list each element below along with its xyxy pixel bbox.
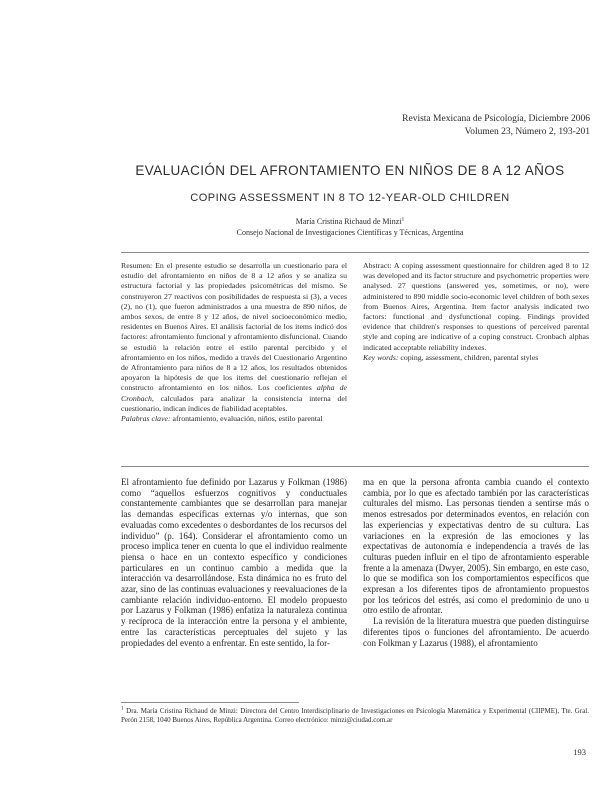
footnote-text: Dra. María Cristina Richaud de Minzi: Directora del Centro Interdisciplinario de Investigaciones en Psicología Matemática y Experimental (CIIPME), Tte. Gral. Perón 2158, 1040 Buenos Aires, República Argentina. Correo electrónico: minzi@ciudad.com.ar (121, 707, 589, 724)
body-left-paragraph: El afrontamiento fue definido por Lazarus y Folkman (1986) como “aquellos esfuerzos cognitivos y conductuales constantemente cambiantes que se desarrollan para manejar las demandas específicas externas y/o internas, que son evaluadas como excedentes o desbordantes de los recursos del individuo” (p. 164). Considerar el afrontamiento como un proceso implica tener en cuenta lo que el individuo realmente piensa o hace en un contexto específico y condiciones particulares en un continuo cambio a medida que la interacción va desarrollándose. Esta dinámica no es fruto del azar, sino de las continuas evaluaciones y reevaluaciones de la cambiante relación individuo-entorno. El modelo propuesto por Lazarus y Folkman (1986) enfatiza la naturaleza continua y recíproca de la interacción entre la persona y el ambiente, entre las características perceptuales del sujeto y las propiedades del evento a enfrentar. En este sentido, la for- (121, 477, 347, 648)
abstract-keywords: coping, assessment, children, parental styles (398, 352, 539, 362)
abstract-keywords-label: Key words: (363, 352, 399, 362)
journal-name-line: Revista Mexicana de Psicología, Diciembre 2006 (402, 114, 590, 124)
resumen-text (121, 261, 347, 414)
author-affiliation: Consejo Nacional de Investigaciones Científicas y Técnicas, Argentina (236, 228, 464, 237)
resumen-part2: , calculados para analizar la consistencia interna del cuestionario, indican índices de fiabilidad aceptables. (121, 393, 347, 413)
abstract-bottom-rule (121, 466, 589, 467)
resumen-part1: Resumen: En el presente estudio se desarrolla un cuestionario para el estudio del afrontamiento en niños de 8 a 12 años y se analiza su estructura factorial y las propiedades psicométricas del mismo. Se construyeron 27 reactivos con posibilidades de respuesta si (3), a veces (2), no (1), que fueron administrados a una muestra de 890 niños, de ambos sexos, de entre 8 y 12 años, de nivel socioeconómico medio, residentes en Buenos Aires. El análisis factorial de los items indicó dos factores: afrontamiento funcional y afrontamiento disfuncional. Cuando se estudió la relación entre el estilo parental percibido y el afrontamiento en los niños, medido a través del Cuestionario Argentino de Afrontamiento para niños de 8 a 12 años, los resultados obtenidos apoyaron la hipótesis de que los items del cuestionario reflejan el constructo afrontamiento en los niños. Los coeficientes (121, 261, 347, 393)
page-number: 193 (573, 747, 586, 757)
resumen-italic-phrase: alpha de Cronbach (121, 383, 347, 403)
abstract-keywords-line (363, 353, 589, 363)
abstract-top-rule (121, 252, 589, 253)
abstract-column (363, 261, 589, 424)
article-body (121, 477, 589, 648)
journal-header (402, 113, 590, 138)
author-footnote-marker: 1 (401, 216, 405, 223)
footnote-rule (121, 702, 299, 703)
resumen-keywords-label: Palabras clave: (121, 414, 171, 424)
body-left-column (121, 477, 347, 648)
abstract-section (121, 261, 589, 424)
resumen-column (121, 261, 347, 424)
author-line (110, 217, 590, 226)
body-right-column (363, 477, 589, 648)
article-title-english: COPING ASSESSMENT IN 8 TO 12-YEAR-OLD CHILDREN (190, 192, 510, 204)
footnote-marker: 1 (121, 705, 124, 712)
article-title-spanish: EVALUACIÓN DEL AFRONTAMIENTO EN NIÑOS DE 8 A 12 AÑOS (135, 163, 565, 178)
footnote (121, 707, 589, 725)
resumen-keywords-line (121, 414, 347, 424)
abstract-text: Abstract: A coping assessment questionnaire for children aged 8 to 12 was developed and its factor structure and psychometric properties were analysed. 27 questions (answered yes, sometimes, or no), were administered to 890 middle socio-economic level children of both sexes from Buenos Aires, Argentina. Item factor analysis indicated two factors: functional and dysfunctional coping. Findings provided evidence that children's responses to questions of perceived parental style and coping are indicative of a coping construct. Cronbach alphas indicated acceptable reliability indexes. (363, 261, 589, 352)
body-right-paragraph-2: La revisión de la literatura muestra que pueden distinguirse diferentes tipos o funciones del afrontamiento. De acuerdo con Folkman y Lazarus (1988), el afrontamiento (363, 616, 589, 648)
author-name: María Cristina Richaud de Minzi (295, 217, 402, 226)
body-right-paragraph-1: ma en que la persona afronta cambia cuando el contexto cambia, por lo que es afectado también por las características culturales del mismo. Las personas tienden a sentirse más o menos estresados por determinados eventos, en relación con las experiencias y expectativas dentro de su cultura. Las variaciones en la expresión de las emociones y las expectativas de autonomía e independencia a través de las culturas pueden influir en el tipo de afrontamiento esperable frente a la amenaza (Dwyer, 2005). Sin embargo, en este caso, lo que se modifica son los comportamientos específicos que expresan a los diferentes tipos de afrontamiento propuestos por los teóricos del estrés, así como el predominio de uno u otro estilo de afrontar. (363, 477, 589, 616)
resumen-keywords: afrontamiento, evaluación, niños, estilo parental (170, 414, 323, 424)
journal-volume-line: Volumen 23, Número 2, 193-201 (464, 126, 590, 137)
